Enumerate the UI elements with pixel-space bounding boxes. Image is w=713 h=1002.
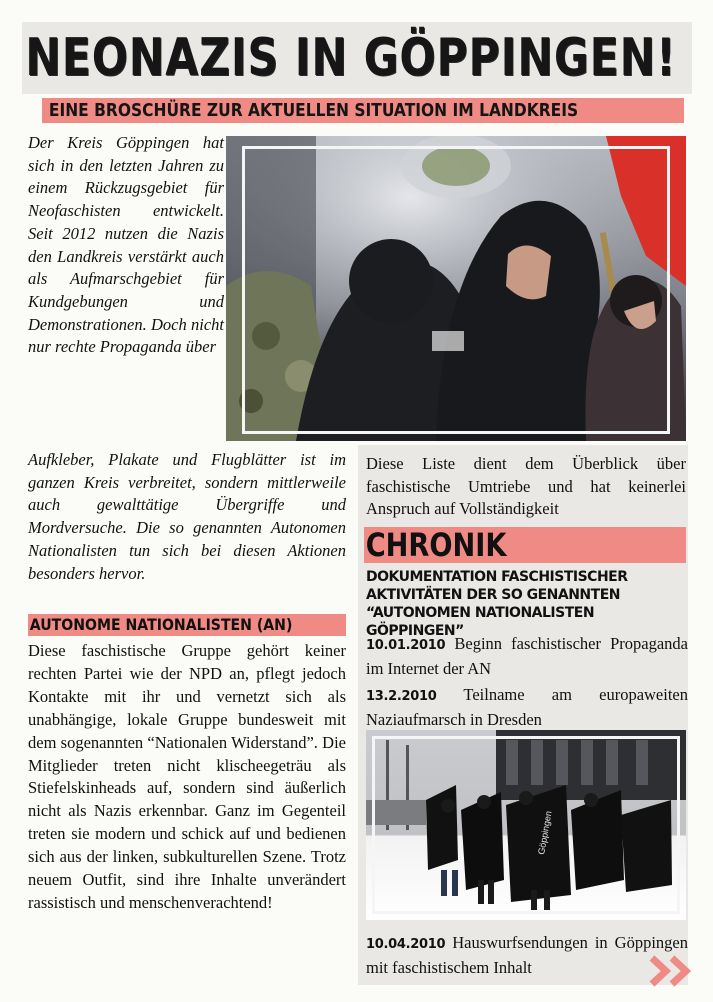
photo-frame: [242, 146, 670, 434]
photo-frame: [372, 736, 680, 914]
entry-text: Teilname am europaweiten Naziaufmarsch in Dresden: [366, 685, 688, 729]
entry-date: 13.2.2010: [366, 689, 437, 704]
march-photo: [366, 730, 686, 920]
chronik-subheading: DOKUMENTATION FASCHISTISCHER AKTIVITÄTEN DER SO GENANNTEN “AUTONOMEN NATIONALISTEN GÖPPINGEN”: [366, 569, 628, 639]
chronik-heading: CHRONIK: [364, 527, 686, 563]
an-section-body: Diese faschistische Gruppe gehört keiner rechten Partei wie der NPD an, pflegt jedoch Kontakte mit ihr und vernetzt sich als unabhängige, lokale Gruppe bundesweit mit dem sogenannten “Nationalen Widerstand”. Die Mitglieder treten nicht klischeegeträu als Stiefelskinheads auf, sondern sind äußerlich nicht als Nazis erkennbar. Ganz im Gegenteil treten sie modern und schick auf und bedienen sich aus der linken, subkulturellen Szene. Trotz neuem Outfit, sind ihre Inhalte unverändert rassistisch und menschenverachtend!: [28, 641, 346, 912]
entry-text: Beginn faschistischer Propaganda im Internet der AN: [366, 634, 689, 678]
entry-date: 10.01.2010: [366, 638, 446, 653]
intro-text-part1: Der Kreis Göppingen hat sich in den letzten Jahren zu einem Rückzugsgebiet für Neofaschisten entwickelt. Seit 2012 nutzen die Nazis den Landkreis verstärkt auch als Aufmarschgebiet für Kundgebungen und Demonstrationen. Doch nicht nur rechte Propaganda über: [28, 133, 224, 357]
chronik-entry: [366, 633, 688, 680]
page-title: NEONAZIS IN GÖPPINGEN!: [22, 22, 692, 94]
entry-text: Hauswurfsendungen in Göppingen mit faschistischem Inhalt: [366, 933, 688, 977]
demonstration-photo: [226, 136, 686, 441]
an-section-heading: AUTONOME NATIONALISTEN (AN): [28, 614, 346, 636]
chronik-entry: [366, 684, 688, 731]
page-subtitle: EINE BROSCHÜRE ZUR AKTUELLEN SITUATION IM LANDKREIS: [42, 98, 684, 123]
chronik-entry: [366, 932, 688, 979]
double-chevron-right-icon: [648, 952, 696, 990]
entry-date: 10.04.2010: [366, 937, 446, 952]
chronik-disclaimer: Diese Liste dient dem Überblick über faschistische Umtriebe und hat keinerlei Anspruch auf Vollständigkeit: [366, 454, 686, 519]
banner-text: Göppingen: [536, 810, 554, 856]
intro-text-part2: Aufkleber, Plakate und Flugblätter ist im ganzen Kreis verbreitet, sondern mittlerweile auch gewalttätige Übergriffe und Mordversuche. Die so genannten Autonomen Nationalisten tun sich bei diesen Aktionen besonders hervor.: [28, 450, 346, 583]
